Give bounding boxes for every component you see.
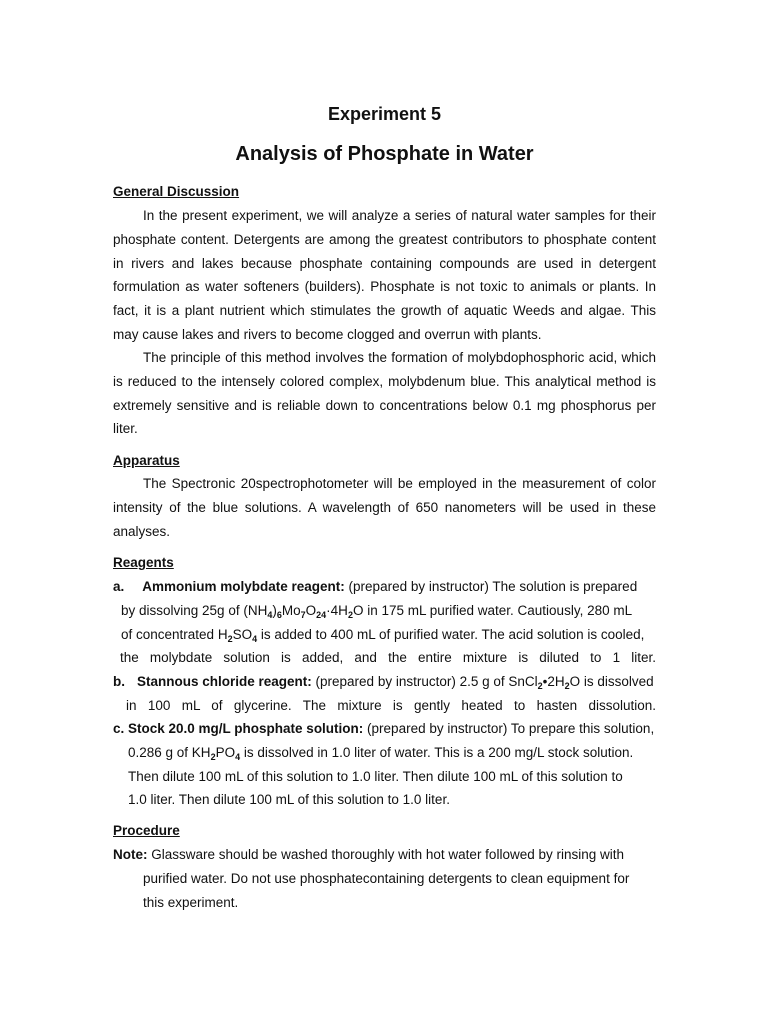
reagent-a-line-1 [113,575,656,599]
document-page [113,0,656,1024]
reagent-a-line-2 [113,599,656,623]
reagent-a-text-2f: O in 175 mL purified water. Cautiously, 280 mL [352,602,633,618]
reagent-c-text-2a: 0.286 g of KH [128,744,211,760]
general-discussion-heading: General Discussion [113,184,240,199]
subscript: 2 [347,609,353,620]
subscript: 4 [252,633,258,644]
reagent-a-line-3 [113,623,656,647]
reagent-b-line-2: in 100 mL of glycerine. The mixture is gently heated to hasten dissolution. [126,697,656,713]
reagent-a-line-4: the molybdate solution is added, and the entire mixture is diluted to 1 liter. [120,650,656,666]
reagent-c-line-4: 1.0 liter. Then dilute 100 mL of this solution to 1.0 liter. [128,792,450,808]
reagent-a-text-2b: ) [272,602,277,618]
subscript: 4 [235,751,241,762]
apparatus-paragraph: The Spectronic 20spectrophotometer will be employed in the measurement of color intensity of the blue solutions. A wavelength of 650 nanometers will be used in these analyses. [113,476,656,539]
apparatus-heading: Apparatus [113,453,180,468]
subscript: 2 [227,633,233,644]
subscript: 4 [267,609,273,620]
reagent-c-line-1 [113,717,656,741]
reagent-c-text-1: (prepared by instructor) To prepare this solution, [363,721,655,736]
procedure-note-line-1 [113,843,656,867]
reagent-c-label: c. Stock 20.0 mg/L phosphate solution: [113,721,364,736]
reagent-b-marker: b. [113,674,125,689]
reagent-b-line-1 [113,670,656,694]
reagent-a-text-2e: ·4H [326,602,348,618]
procedure-note-line-2: purified water. Do not use phosphatecontaining detergents to clean equipment for [143,870,630,886]
reagents-heading: Reagents [113,555,174,570]
reagent-b-label: Stannous chloride reagent: [137,674,312,689]
reagent-a-label: Ammonium molybdate reagent: [142,579,345,594]
reagent-a-text-3b: SO [232,626,253,642]
procedure-note-text-1: Glassware should be washed thoroughly with hot water followed by rinsing with [147,847,625,862]
procedure-note [113,843,656,914]
general-discussion-paragraph-1: In the present experiment, we will analyze a series of natural water samples for their phosphate content. Detergents are among the greatest contributors to phosphate content in rivers and lakes because phosphate containing compounds are used in detergent formulation as water softeners (builders). Phosphate is not toxic to animals or plants. In fact, it is a plant nutrient which stimulates the growth of aquatic Weeds and algae. This may cause lakes and rivers to become clogged and overrun with plants. [113,208,656,342]
subscript: 24 [316,609,327,620]
reagent-b-text-1c: O is dissolved [569,674,654,689]
reagent-c-text-2b: PO [215,744,236,760]
reagent-c-text-2c: is dissolved in 1.0 liter of water. This is a 200 mg/L stock solution. [240,744,634,760]
reagent-b [113,670,656,718]
document-title: Analysis of Phosphate in Water [235,143,534,165]
subscript: 2 [564,681,570,691]
reagent-c-line-2 [113,741,656,765]
general-discussion-paragraph-2: The principle of this method involves the formation of molybdophosphoric acid, which is reduced to the intensely colored complex, molybdenum blue. This analytical method is extremely sensitive and is reliable down to concentrations below 0.1 mg phosphorus per liter. [113,350,656,437]
procedure-heading: Procedure [113,823,180,838]
reagent-a-text-3c: is added to 400 mL of purified water. The acid solution is cooled, [257,626,645,642]
reagent-a-text-2d: O [305,602,317,618]
note-label: Note: [113,847,148,862]
subscript: 7 [300,609,306,620]
reagent-a [113,575,656,670]
reagent-c [113,717,656,812]
subscript: 2 [537,681,543,691]
reagent-a-marker: a. [113,579,125,594]
reagent-b-text-1a: (prepared by instructor) 2.5 g of SnCl [311,674,538,689]
experiment-title: Experiment 5 [327,104,442,124]
reagent-a-text-2a: by dissolving 25g of (NH [121,602,268,618]
reagent-a-text-2c: Mo [281,602,301,618]
subscript: 6 [276,609,282,620]
reagent-b-text-1b: •2H [542,674,565,689]
reagent-c-line-3: Then dilute 100 mL of this solution to 1.0 liter. Then dilute 100 mL of this solution to [128,768,623,784]
reagent-a-text-1: (prepared by instructor) The solution is prepared [344,579,638,594]
reagent-a-text-3a: of concentrated H [121,626,228,642]
procedure-note-line-3: this experiment. [143,894,239,910]
subscript: 2 [210,751,216,762]
